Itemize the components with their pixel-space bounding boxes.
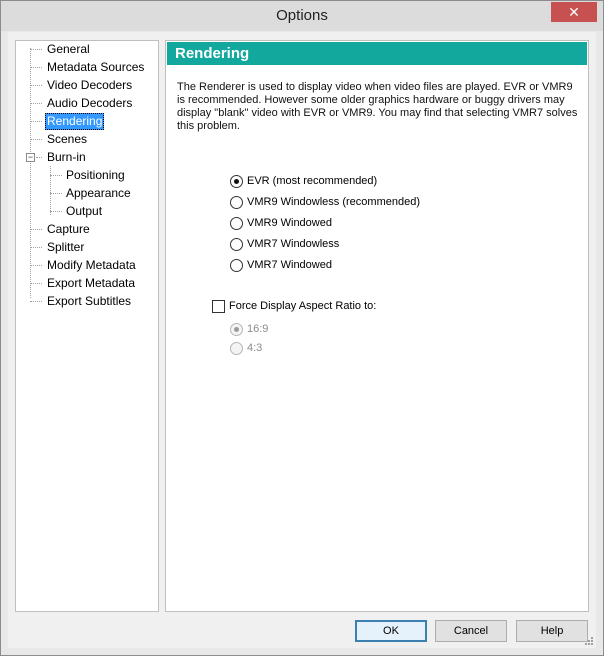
- radio-vmr7-windowed-label: VMR7 Windowed: [247, 259, 332, 271]
- tree-item-export-metadata[interactable]: Export Metadata: [47, 276, 136, 290]
- radio-vmr9-windowless-label: VMR9 Windowless (recommended): [247, 196, 420, 208]
- radio-unselected-icon: [230, 217, 243, 230]
- radio-evr-label: EVR (most recommended): [247, 175, 378, 187]
- tree-connector: [30, 283, 42, 284]
- tree-connector: [30, 247, 42, 248]
- tree-item-audio-decoders[interactable]: Audio Decoders: [47, 96, 133, 110]
- tree-connector: [30, 301, 42, 302]
- cancel-button[interactable]: Cancel: [435, 620, 507, 642]
- tree-connector: [30, 67, 42, 68]
- radio-vmr9-windowed-label: VMR9 Windowed: [247, 217, 332, 229]
- tree-connector: [36, 157, 42, 158]
- close-icon: ✕: [568, 3, 580, 20]
- tree-connector: [30, 85, 42, 86]
- tree-connector: [30, 103, 42, 104]
- tree-item-rendering[interactable]: Rendering: [47, 114, 103, 128]
- radio-aspect-16-9-label: 16:9: [247, 323, 269, 335]
- tree-connector: [30, 265, 42, 266]
- title-bar[interactable]: [1, 1, 603, 31]
- radio-aspect-4-3[interactable]: [230, 340, 262, 356]
- radio-vmr9-windowless[interactable]: [230, 194, 420, 210]
- tree-item-output[interactable]: Output: [66, 204, 103, 218]
- radio-unselected-icon: [230, 238, 243, 251]
- tree-item-scenes[interactable]: Scenes: [47, 132, 88, 146]
- collapse-toggle-icon[interactable]: −: [27, 152, 34, 162]
- radio-vmr7-windowless[interactable]: [230, 236, 339, 252]
- dialog-body: [8, 32, 596, 648]
- help-button[interactable]: Help: [516, 620, 588, 642]
- tree-item-general[interactable]: General: [47, 42, 90, 56]
- radio-vmr7-windowless-label: VMR7 Windowless: [247, 238, 340, 250]
- radio-aspect-16-9[interactable]: [230, 321, 268, 337]
- tree-item-capture[interactable]: Capture: [47, 222, 90, 236]
- close-button[interactable]: [551, 2, 597, 22]
- force-aspect-checkbox[interactable]: [212, 298, 376, 314]
- tree-connector: [50, 166, 51, 215]
- tree-item-splitter[interactable]: Splitter: [47, 240, 85, 254]
- tree-connector: [50, 211, 62, 212]
- radio-selected-icon: [230, 323, 243, 336]
- radio-evr[interactable]: [230, 173, 377, 189]
- tree-item-appearance[interactable]: Appearance: [66, 186, 131, 200]
- panel-description: The Renderer is used to display video when video files are played. EVR or VMR9 is recommended. However some older graphics hardware or buggy drivers may display "blank" video with EVR or VMR9. You may find that selecting VMR7 solves this problem.: [177, 81, 578, 132]
- tree-item-metadata-sources[interactable]: Metadata Sources: [47, 60, 145, 74]
- tree-item-positioning[interactable]: Positioning: [66, 168, 125, 182]
- tree-item-video-decoders[interactable]: Video Decoders: [47, 78, 133, 92]
- radio-vmr9-windowed[interactable]: [230, 215, 332, 231]
- tree-connector: [30, 49, 42, 50]
- rendering-panel: [165, 40, 589, 612]
- ok-button[interactable]: OK: [355, 620, 427, 642]
- window-title: Options: [276, 7, 328, 24]
- tree-connector: [50, 193, 62, 194]
- tree-connector: [30, 139, 42, 140]
- tree-item-modify-metadata[interactable]: Modify Metadata: [47, 258, 136, 272]
- tree-connector: [50, 175, 62, 176]
- panel-title: Rendering: [167, 42, 587, 65]
- checkbox-unchecked-icon: [212, 300, 225, 313]
- force-aspect-label: Force Display Aspect Ratio to:: [229, 300, 377, 312]
- radio-unselected-icon: [230, 342, 243, 355]
- tree-connector: [30, 229, 42, 230]
- radio-selected-icon: [230, 175, 243, 188]
- options-tree[interactable]: [15, 40, 159, 612]
- tree-connector: [30, 121, 42, 122]
- radio-aspect-4-3-label: 4:3: [247, 342, 263, 354]
- tree-item-export-subtitles[interactable]: Export Subtitles: [47, 294, 132, 308]
- radio-vmr7-windowed[interactable]: [230, 257, 332, 273]
- radio-unselected-icon: [230, 259, 243, 272]
- radio-unselected-icon: [230, 196, 243, 209]
- resize-grip-icon[interactable]: [584, 636, 594, 646]
- tree-item-burn-in[interactable]: Burn-in: [47, 150, 86, 164]
